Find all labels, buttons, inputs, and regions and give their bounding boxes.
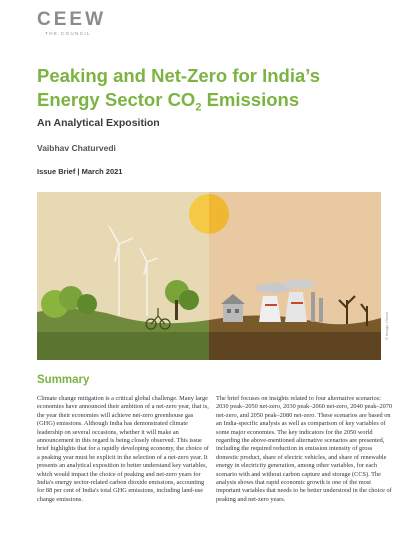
ceew-logo [37, 9, 106, 36]
logo-name: CEEW [37, 9, 106, 30]
lower-field-left [37, 332, 209, 360]
summary-heading: Summary [37, 374, 90, 386]
title-line-2-end: Emissions [201, 89, 300, 110]
title-subscript: 2 [195, 101, 202, 114]
image-credit: © Image: iStock [384, 311, 389, 340]
cover-illustration [37, 192, 381, 360]
title-line-1: Peaking and Net-Zero for India’s [37, 65, 321, 86]
title-line-2: Energy Sector CO [37, 89, 196, 110]
subtitle: An Analytical Exposition [37, 117, 160, 129]
summary-column-1: Climate change mitigation is a critical global challenge. Many large economies have announced their ambition of a net-zero year, that is, the year their economies will achieve net-zero greenhouse gas (GHG) emissions. Although India has demonstrated climate leadership on several occasions, whether it will make an announcement in this regard is being closely observed. This issue brief highlights that for a rapidly developing economy, the choice of a peaking year must be explicit in the selection of a net-zero year. It presents an analytical exposition to better understand key variables, which would impact the choice of peaking and net-zero years for India's energy sector-related carbon dioxide emissions, accounting for 88 per cent of India's total GHG emissions, including land-use change emissions. [37, 395, 209, 503]
author: Vaibhav Chaturvedi [37, 143, 116, 153]
summary-column-2: The brief focuses on insights related to four alternative scenarios: 2030 peak–2050 net-zero, 2030 peak–2060 net-zero, 2040 peak–2070 net-zero, and 2050 peak–2080 net-zero. These scenarios are based on an India-specific analysis as well as comparison of key variables of some major economies. The key indicators for the 2050 world regarding the above-mentioned alternative scenarios are presented, including the required reduction in emission intensity of gross domestic product, share of electric vehicles, and share of renewable energy in electricity generation, among other variables, for each scenario with and without carbon capture and storage (CCS). The analysis shows that rapid economic growth is one of the most important variables that needs to be better understood in the choice of peaking and net-zero years. [216, 395, 393, 503]
logo-tagline: THE COUNCIL [45, 31, 91, 36]
power-plant [255, 279, 323, 322]
page-title [37, 64, 397, 120]
lower-field-right [209, 332, 381, 360]
issue-info: Issue Brief | March 2021 [37, 167, 123, 176]
